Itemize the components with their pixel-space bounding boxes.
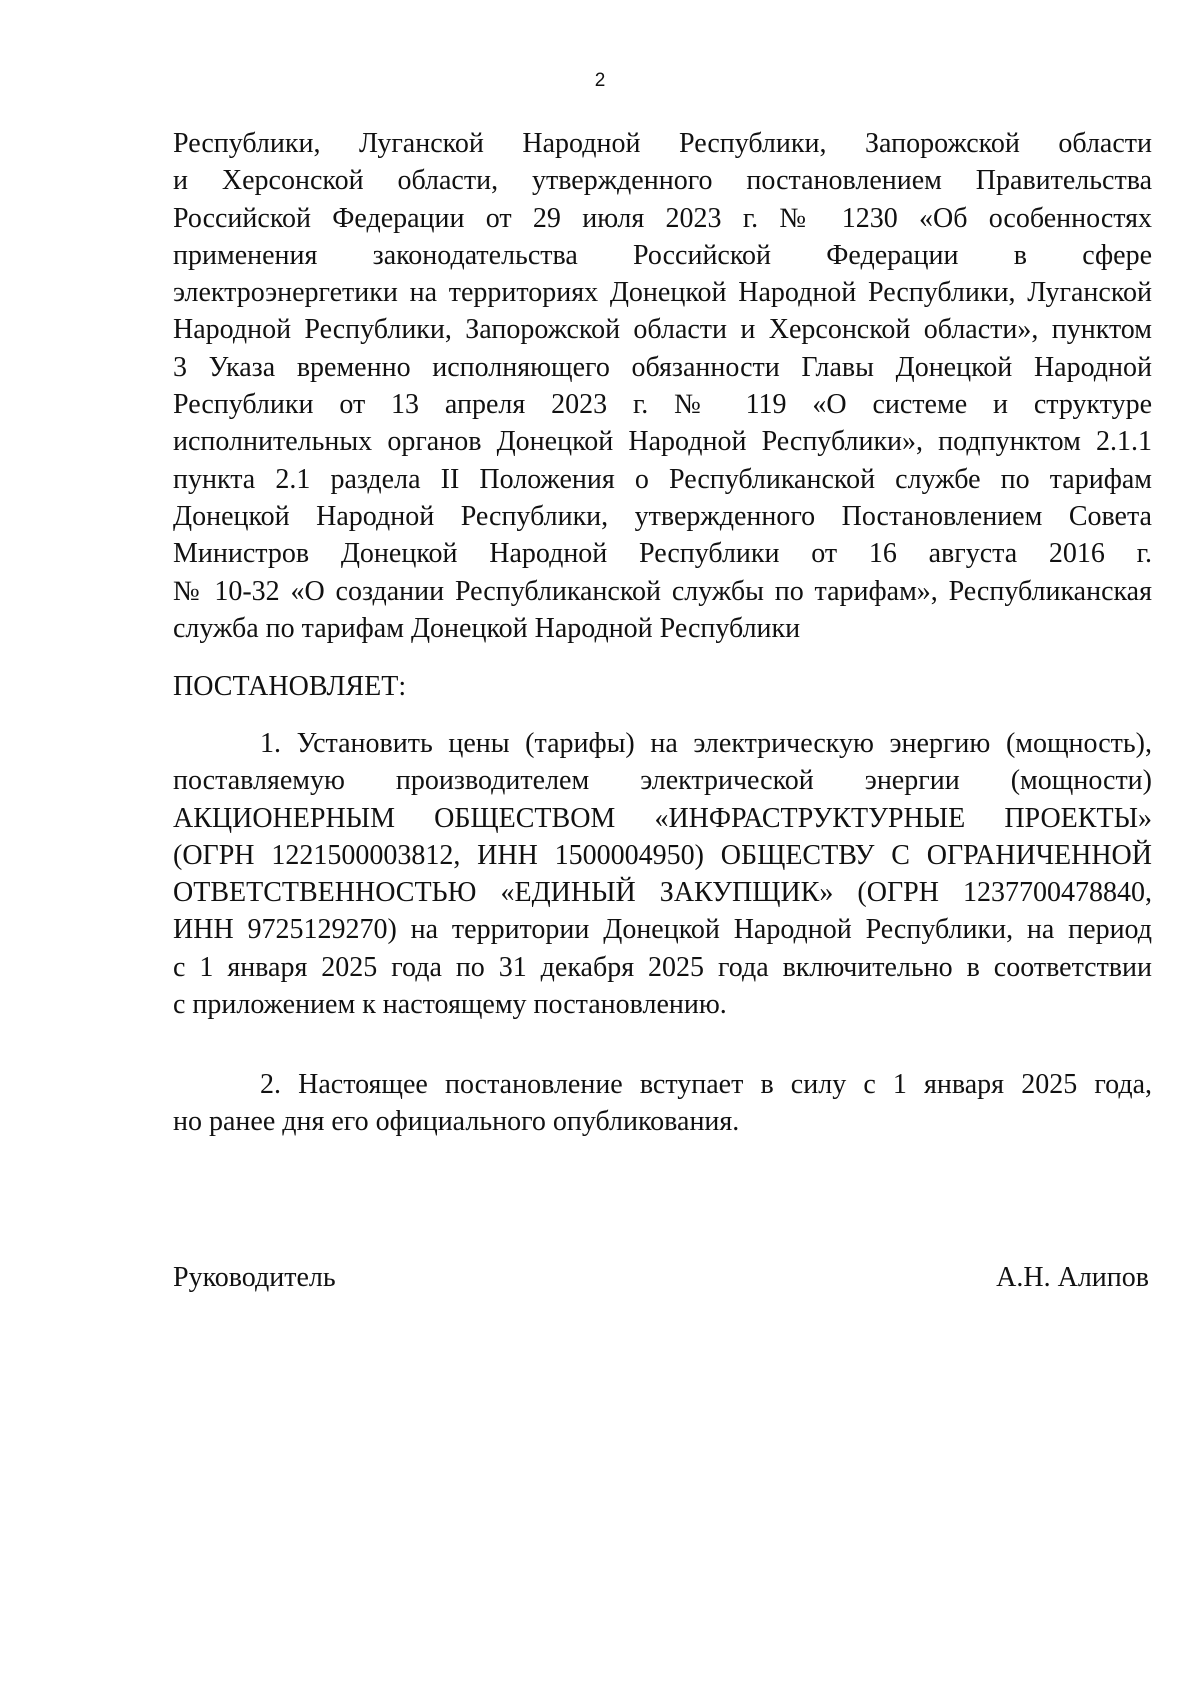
clause-line: но ранее дня его официального опубликования.	[173, 1106, 740, 1138]
intro-line: Министров Донецкой Народной Республики от 16 августа 2016 г.	[173, 538, 1152, 570]
intro-line: Народной Республики, Запорожской области и Херсонской области», пунктом	[173, 314, 1152, 346]
intro-line: № 10-32 «О создании Республиканской службы по тарифам», Республиканская	[173, 575, 1152, 607]
intro-line: исполнительных органов Донецкой Народной Республики», подпунктом 2.1.1	[173, 426, 1152, 458]
page-number: 2	[594, 70, 606, 91]
clause-2	[173, 1066, 1152, 1141]
clause-line: ИНН 9725129270) на территории Донецкой Народной Республики, на период	[173, 914, 1152, 946]
intro-line: Республики от 13 апреля 2023 г. № 119 «О системе и структуре	[173, 389, 1152, 421]
clause-line: ОТВЕТСТВЕННОСТЬЮ «ЕДИНЫЙ ЗАКУПЩИК» (ОГРН 1237700478840,	[173, 877, 1152, 909]
intro-line: Российской Федерации от 29 июля 2023 г. № 1230 «Об особенностях	[173, 202, 1152, 234]
intro-line: 3 Указа временно исполняющего обязанности Главы Донецкой Народной	[173, 351, 1152, 383]
clause-line: 1. Установить цены (тарифы) на электрическую энергию (мощность),	[260, 728, 1152, 759]
signatory-name: А.Н. Алипов	[996, 1262, 1149, 1293]
intro-line: служба по тарифам Донецкой Народной Республики	[173, 612, 801, 644]
clause-line: АКЦИОНЕРНЫМ ОБЩЕСТВОМ «ИНФРАСТРУКТУРНЫЕ ПРОЕКТЫ»	[173, 802, 1152, 834]
intro-line: Донецкой Народной Республики, утвержденного Постановлением Совета	[173, 500, 1152, 532]
intro-line: электроэнергетики на территориях Донецкой Народной Республики, Луганской	[173, 277, 1152, 309]
intro-line: пункта 2.1 раздела II Положения о Республиканской службе по тарифам	[173, 463, 1152, 495]
clause-line: с приложением к настоящему постановлению.	[173, 989, 727, 1021]
intro-line: и Херсонской области, утвержденного постановлением Правительства	[173, 165, 1152, 197]
clause-1	[173, 725, 1152, 1023]
intro-paragraph	[173, 125, 1152, 647]
intro-line: применения законодательства Российской Федерации в сфере	[173, 239, 1152, 271]
clause-line: поставляемую производителем электрической энергии (мощности)	[173, 765, 1152, 797]
clause-line: с 1 января 2025 года по 31 декабря 2025 года включительно в соответствии	[173, 951, 1152, 983]
decree-heading: ПОСТАНОВЛЯЕТ:	[173, 671, 407, 702]
signatory-title: Руководитель	[173, 1262, 336, 1293]
clause-line: (ОГРН 1221500003812, ИНН 1500004950) ОБЩЕСТВУ С ОГРАНИЧЕННОЙ	[173, 839, 1152, 871]
clause-line: 2. Настоящее постановление вступает в силу с 1 января 2025 года,	[260, 1069, 1152, 1100]
intro-line: Республики, Луганской Народной Республики, Запорожской области	[173, 128, 1152, 159]
